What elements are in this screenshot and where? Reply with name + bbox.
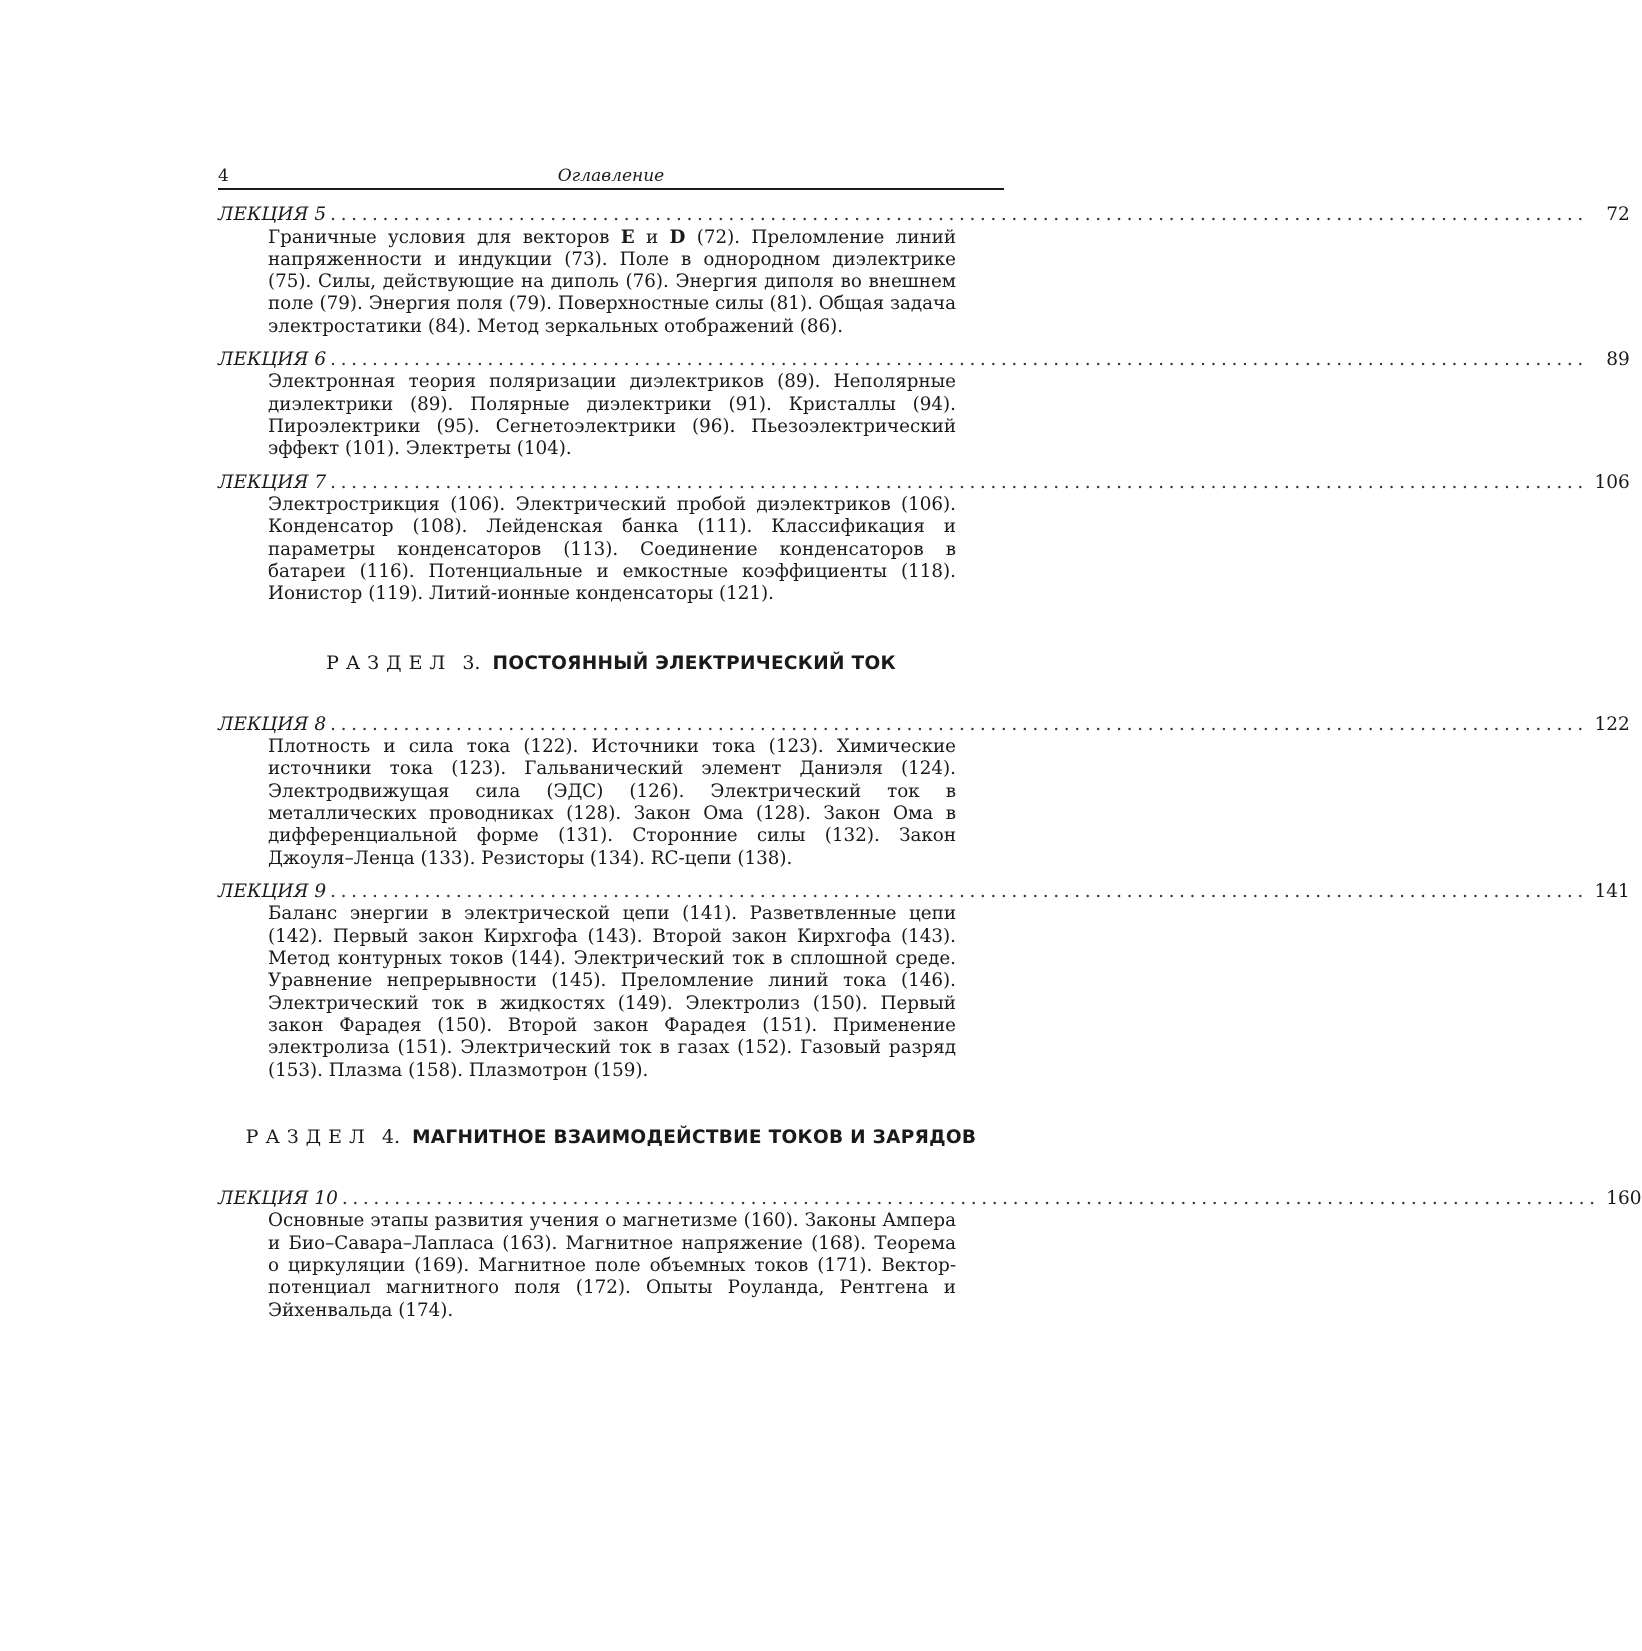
toc-entry-lecture-6	[218, 348, 1630, 461]
dot-leader: ........................................................................................................................	[341, 1187, 1600, 1209]
page-number: 4	[218, 166, 229, 186]
section-title: МАГНИТНОЕ ВЗАИМОДЕЙСТВИЕ ТОКОВ И ЗАРЯДОВ	[412, 1126, 977, 1148]
lecture-topics: Граничные условия для векторов E и D (72). Преломление линий напряженности и индукции (73). Поле в однородном диэлектрике (75). Силы, действующие на диполь (76). Энергия диполя во внешнем поле (79). Энергия поля (79). Поверхностные силы (81). Общая задача электростатики (84). Метод зеркальных отображений (86).	[268, 226, 956, 337]
lecture-topics: Плотность и сила тока (122). Источники тока (123). Химические источники тока (123). Гальванический элемент Даниэля (124). Электродвижущая сила (ЭДС) (126). Электрический ток в металлических проводниках (128). Закон Ома (128). Закон Ома в дифференциальной форме (131). Сторонние силы (132). Закон Джоуля–Ленца (133). Резисторы (134). RC-цепи (138).	[268, 736, 956, 869]
toc-entry-heading[interactable]	[218, 1187, 1642, 1211]
lecture-title[interactable]: ЛЕКЦИЯ 5	[218, 204, 327, 225]
toc-entry-lecture-9	[218, 880, 1630, 1082]
lecture-page-number[interactable]: 141	[1594, 880, 1630, 902]
section-heading-3[interactable]	[218, 652, 1004, 674]
vector-d: D	[669, 226, 686, 248]
running-header	[218, 160, 1004, 190]
lecture-page-number[interactable]: 122	[1594, 713, 1630, 735]
toc-entry-heading[interactable]	[218, 880, 1630, 904]
toc-entry-heading[interactable]	[218, 471, 1630, 495]
section-number: 4.	[381, 1125, 401, 1148]
section-heading-4[interactable]	[218, 1126, 1004, 1148]
toc-entry-heading[interactable]	[218, 204, 1630, 227]
toc-entry-heading[interactable]	[218, 348, 1630, 372]
lecture-page-number[interactable]: 89	[1606, 348, 1630, 370]
section-label: РАЗДЕЛ	[326, 651, 453, 674]
dot-leader: ........................................................................................................................	[330, 880, 1588, 902]
section-number: 3.	[462, 651, 481, 674]
lecture-topics: Баланс энергии в электрической цепи (141). Разветвленные цепи (142). Первый закон Кирхгофа (143). Второй закон Кирхгофа (143). Метод контурных токов (144). Электрический ток в сплошной среде. Уравнение непрерывности (145). Преломление линий тока (146). Электрический ток в жидкостях (149). Электролиз (150). Первый закон Фарадея (150). Второй закон Фарадея (151). Применение электролиза (151). Электрический ток в газах (152). Газовый разряд (153). Плазма (158). Плазмотрон (159).	[268, 903, 956, 1081]
lecture-title[interactable]: ЛЕКЦИЯ 9	[218, 880, 327, 902]
section-label: РАЗДЕЛ	[245, 1125, 372, 1148]
lecture-title[interactable]: ЛЕКЦИЯ 7	[218, 471, 327, 493]
lecture-page-number[interactable]: 160	[1606, 1187, 1642, 1209]
section-title: ПОСТОЯННЫЙ ЭЛЕКТРИЧЕСКИЙ ТОК	[492, 652, 896, 674]
lecture-topics: Электрострикция (106). Электрический пробой диэлектриков (106). Конденсатор (108). Лейденская банка (111). Классификация и параметры конденсаторов (113). Соединение конденсаторов в батареи (116). Потенциальные и емкостные коэффициенты (118). Ионистор (119). Литий-ионные конденсаторы (121).	[268, 494, 956, 605]
dot-leader: ........................................................................................................................	[330, 204, 1588, 225]
toc-entry-lecture-7	[218, 471, 1630, 606]
lecture-page-number[interactable]: 72	[1606, 204, 1630, 225]
lecture-title[interactable]: ЛЕКЦИЯ 10	[218, 1187, 338, 1209]
lecture-topics: Электронная теория поляризации диэлектриков (89). Неполярные диэлектрики (89). Полярные диэлектрики (91). Кристаллы (94). Пироэлектрики (95). Сегнетоэлектрики (96). Пьезоэлектрический эффект (101). Электреты (104).	[268, 371, 956, 460]
dot-leader: ........................................................................................................................	[330, 471, 1588, 493]
toc-entry-lecture-5	[218, 204, 1630, 338]
toc-entry-heading[interactable]	[218, 713, 1630, 737]
toc-page	[218, 160, 1642, 1322]
dot-leader: ........................................................................................................................	[330, 713, 1588, 735]
lecture-page-number[interactable]: 106	[1594, 471, 1630, 493]
running-title: Оглавление	[557, 166, 665, 186]
toc-entry-lecture-10	[218, 1187, 1642, 1322]
lecture-topics: Основные этапы развития учения о магнетизме (160). Законы Ампера и Био–Савара–Лапласа (163). Магнитное напряжение (168). Теорема о циркуляции (169). Магнитное поле объемных токов (171). Вектор-потенциал магнитного поля (172). Опыты Роуланда, Рентгена и Эйхенвальда (174).	[268, 1210, 956, 1321]
dot-leader: ........................................................................................................................	[330, 348, 1588, 370]
vector-e: E	[620, 226, 635, 248]
lecture-title[interactable]: ЛЕКЦИЯ 6	[218, 348, 327, 370]
lecture-title[interactable]: ЛЕКЦИЯ 8	[218, 713, 327, 735]
toc-entry-lecture-8	[218, 713, 1630, 870]
